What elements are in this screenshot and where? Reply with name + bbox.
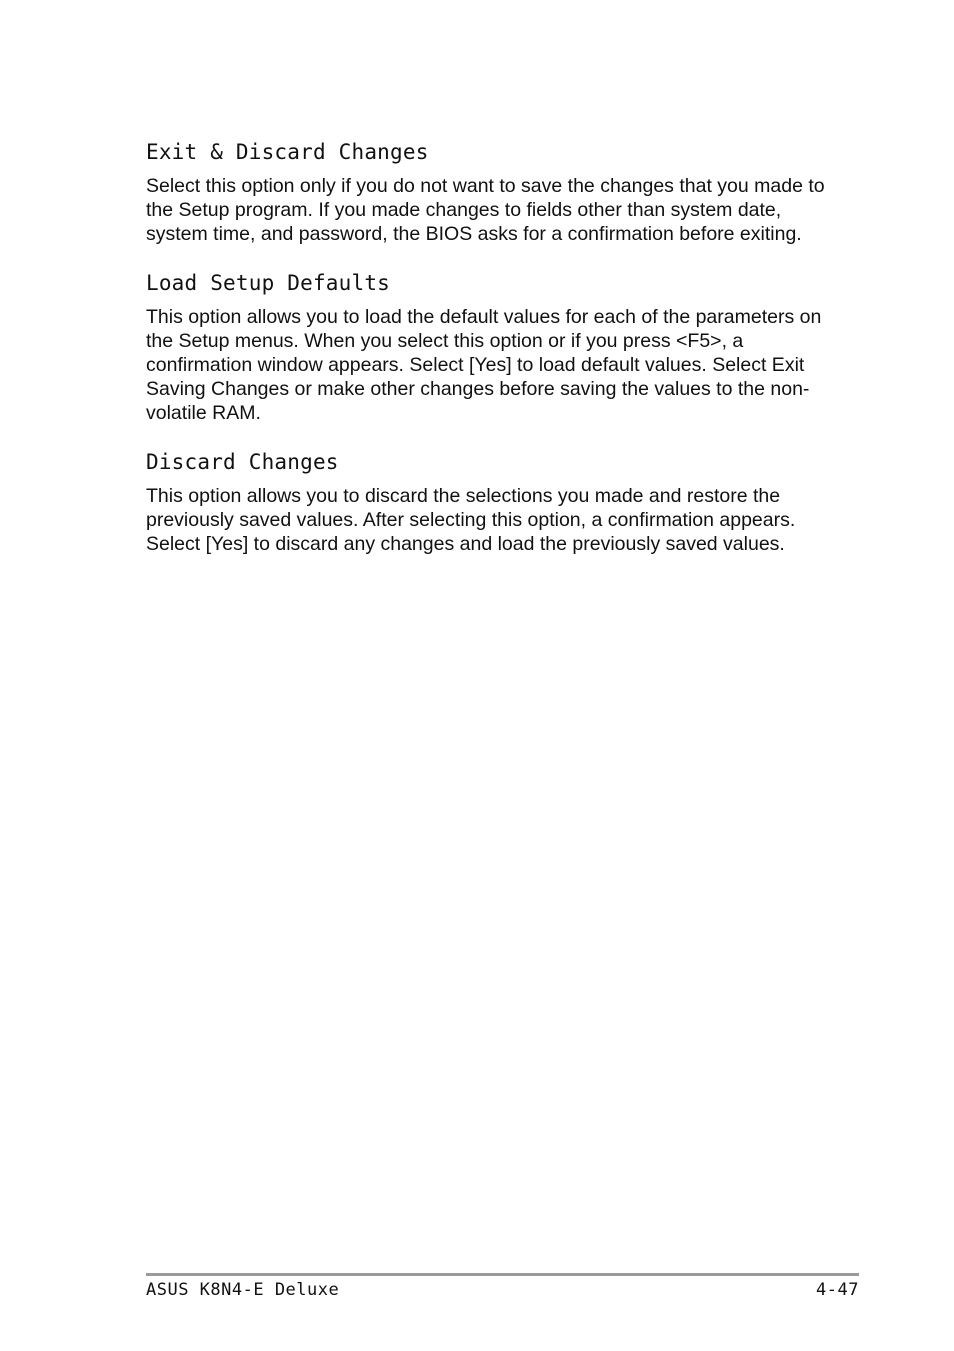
section-title: Discard Changes [146, 449, 339, 474]
section-exit-discard-changes [146, 138, 826, 247]
footer-product-name: ASUS K8N4-E Deluxe [146, 1280, 340, 1300]
footer-divider [146, 1273, 859, 1276]
section-body: This option allows you to load the default values for each of the parameters on the Setup menus. When you select this option or if you press <F5>, a confirmation window appears. Select [Yes] to load default values. Select Exit Saving Changes or make other changes before saving the values to the non-volatile RAM. [146, 305, 822, 425]
section-body: This option allows you to discard the selections you made and restore the previously saved values. After selecting this option, a confirmation appears. Select [Yes] to discard any changes and load the previously saved values. [146, 484, 796, 556]
section-title: Load Setup Defaults [146, 270, 391, 295]
section-body: Select this option only if you do not want to save the changes that you made to the Setup program. If you made changes to fields other than system date, system time, and password, the BIOS asks for a confirmation before exiting. [146, 175, 825, 246]
section-load-setup-defaults [146, 269, 826, 426]
section-discard-changes [146, 448, 826, 557]
footer-page-number: 4-47 [816, 1280, 859, 1300]
main-content [146, 138, 826, 578]
section-title: Exit & Discard Changes [146, 140, 429, 164]
